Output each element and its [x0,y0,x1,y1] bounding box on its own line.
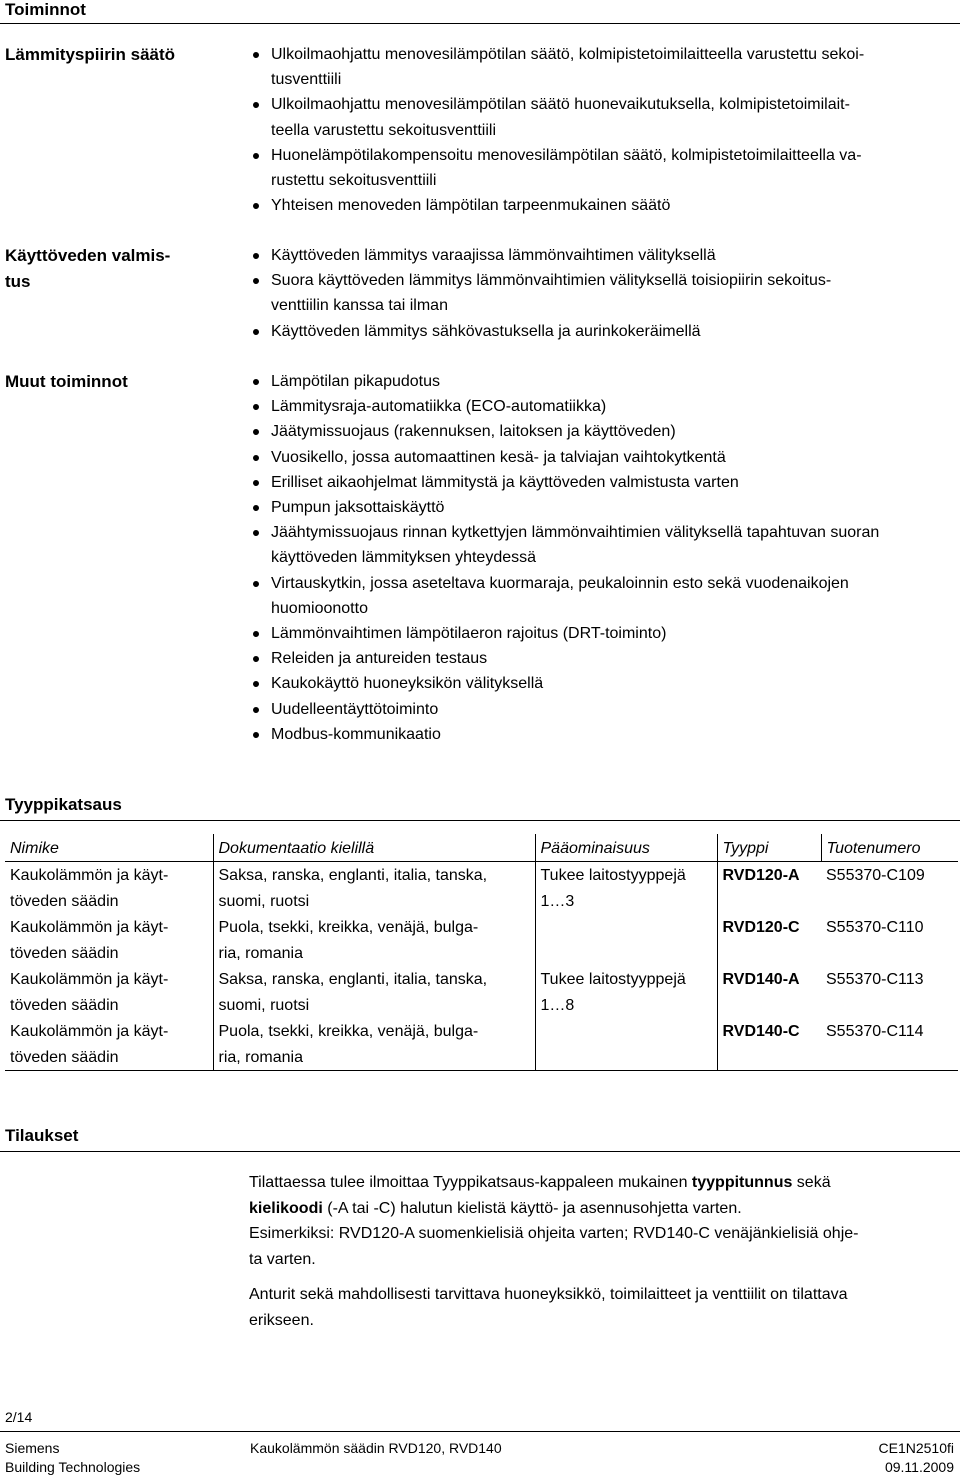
orders-bold-language-code: kielikoodi [249,1199,323,1217]
list-item: Yhteisen menoveden lämpötilan tarpeenmukainen säätö [250,193,950,218]
cell-name: Kaukolämmön ja käyt- töveden säädin [10,867,169,910]
list-item: Releiden ja antureiden testaus [250,646,950,671]
type-overview-rule [0,820,960,821]
type-overview-table [5,834,958,1071]
section-label-heating-circuit: Lämmityspiirin säätö [5,45,176,64]
page-title: Toiminnot [5,0,86,19]
cell-feature: Tukee laitostyyppejä 1…3 [535,862,717,915]
footer-doc-meta [879,1439,955,1477]
section-label-other: Muut toiminnot [5,372,128,391]
list-item: Erilliset aikaohjelmat lämmitystä ja käyttöveden valmistusta varten [250,470,950,495]
footer-division: Building Technologies [5,1459,141,1475]
list-item: Modbus-kommunikaatio [250,722,950,747]
list-item: Virtauskytkin, jossa aseteltava kuormaraja, peukaloinnin esto sekä vuodenaikojen huomioonotto [250,571,950,621]
cell-feature [535,1018,717,1071]
column-header: Nimike [5,834,213,862]
cell-languages: Puola, tsekki, kreikka, venäjä, bulga- ria, romania [213,1018,535,1071]
list-item: Käyttöveden lämmitys sähkövastuksella ja aurinkokeräimellä [250,319,950,344]
column-header: Dokumentaatio kielillä [213,834,535,862]
orders-text: erikseen. [249,1311,314,1329]
orders-text: (-A tai -C) halutun kielistä käyttö- ja asennusohjetta varten. [322,1199,742,1217]
orders-text: Anturit sekä mahdollisesti tarvittava huoneyksikkö, toimilaitteet ja venttiilit on tilattava [249,1286,848,1303]
list-item: Ulkoilmaohjattu menovesilämpötilan säätö, kolmipistetoimilaitteella varustettu sekoi- tusventtiili [250,42,950,92]
cell-languages: Puola, tsekki, kreikka, venäjä, bulga- ria, romania [213,914,535,966]
heating-circuit-list [250,42,950,218]
dhw-list [250,243,950,344]
footer-rule [0,1431,960,1432]
list-item: Lämmönvaihtimen lämpötilaeron rajoitus (DRT-toiminto) [250,621,950,646]
column-header: Tuotenumero [821,834,958,862]
header-rule [0,23,960,24]
column-header: Pääominaisuus [535,834,717,862]
list-item: Vuosikello, jossa automaattinen kesä- ja talviajan vaihtokytkentä [250,445,950,470]
footer-company-name: Siemens [5,1440,60,1456]
orders-text: Tilattaessa tulee ilmoittaa Tyyppikatsaus-kappaleen mukainen [249,1174,692,1191]
table-row [5,1018,958,1071]
cell-type: RVD120-A [717,862,821,915]
orders-bold-type-code: tyyppitunnus [691,1174,793,1191]
cell-name: Kaukolämmön ja käyt- töveden säädin [10,971,169,1014]
orders-paragraph-2 [249,1282,949,1333]
other-functions-list [250,369,950,747]
cell-number: S55370-C113 [826,971,924,988]
orders-text: ta varten. [249,1250,316,1268]
cell-languages: Saksa, ranska, englanti, italia, tanska, suomi, ruotsi [213,862,535,915]
list-item: Lämpötilan pikapudotus [250,369,950,394]
list-item: Jäähtymissuojaus rinnan kytkettyjen lämmönvaihtimien välityksellä tapahtuvan suoran käyttöveden lämmityksen yhteydessä [250,520,950,570]
orders-title: Tilaukset [5,1126,79,1145]
cell-number: S55370-C109 [826,867,925,884]
orders-text: sekä [792,1174,831,1191]
table-row [5,862,958,915]
list-item: Kaukokäyttö huoneyksikön välityksellä [250,671,950,696]
footer-doc-title: Kaukolämmön säädin RVD120, RVD140 [250,1440,502,1456]
table-row [5,966,958,1018]
table-header-row [5,834,958,862]
list-item: Jäätymissuojaus (rakennuksen, laitoksen ja käyttöveden) [250,419,950,444]
table-row [5,914,958,966]
page-number: 2/14 [5,1409,33,1425]
cell-type: RVD140-A [717,966,821,1018]
list-item: Lämmitysraja-automatiikka (ECO-automatiikka) [250,394,950,419]
footer-doc-code: CE1N2510fi [878,1440,954,1456]
cell-name: Kaukolämmön ja käyt- töveden säädin [5,1018,213,1071]
cell-name: Kaukolämmön ja käyt- töveden säädin [10,919,169,962]
footer-date: 09.11.2009 [884,1459,954,1475]
column-header: Tyyppi [717,834,821,862]
footer-company [5,1439,140,1477]
cell-feature [535,914,717,966]
cell-number: S55370-C114 [821,1018,958,1071]
cell-languages: Saksa, ranska, englanti, italia, tanska, suomi, ruotsi [213,966,535,1018]
type-overview-title: Tyyppikatsaus [5,795,122,814]
list-item: Suora käyttöveden lämmitys lämmönvaihtimien välityksellä toisiopiirin sekoitus- venttiilin kanssa tai ilman [250,268,950,318]
list-item: Käyttöveden lämmitys varaajissa lämmönvaihtimen välityksellä [250,243,950,268]
list-item: Ulkoilmaohjattu menovesilämpötilan säätö huonevaikutuksella, kolmipistetoimilait- teella varustettu sekoitusventtiili [250,92,950,142]
list-item: Huonelämpötilakompensoitu menovesilämpötilan säätö, kolmipistetoimilaitteella va- rustettu sekoitusventtiili [250,143,950,193]
orders-paragraph-1 [249,1170,949,1272]
cell-type: RVD140-C [717,1018,821,1071]
orders-text: Esimerkiksi: RVD120-A suomenkielisiä ohjeita varten; RVD140-C venäjänkielisiä ohje- [249,1225,859,1242]
cell-type: RVD120-C [717,914,821,966]
orders-rule [0,1151,960,1152]
cell-feature: Tukee laitostyyppejä 1…8 [535,966,717,1018]
cell-number: S55370-C110 [826,919,924,936]
list-item: Pumpun jaksottaiskäyttö [250,495,950,520]
section-label-dhw: Käyttöveden valmis- tus [5,246,171,291]
list-item: Uudelleentäyttötoiminto [250,697,950,722]
